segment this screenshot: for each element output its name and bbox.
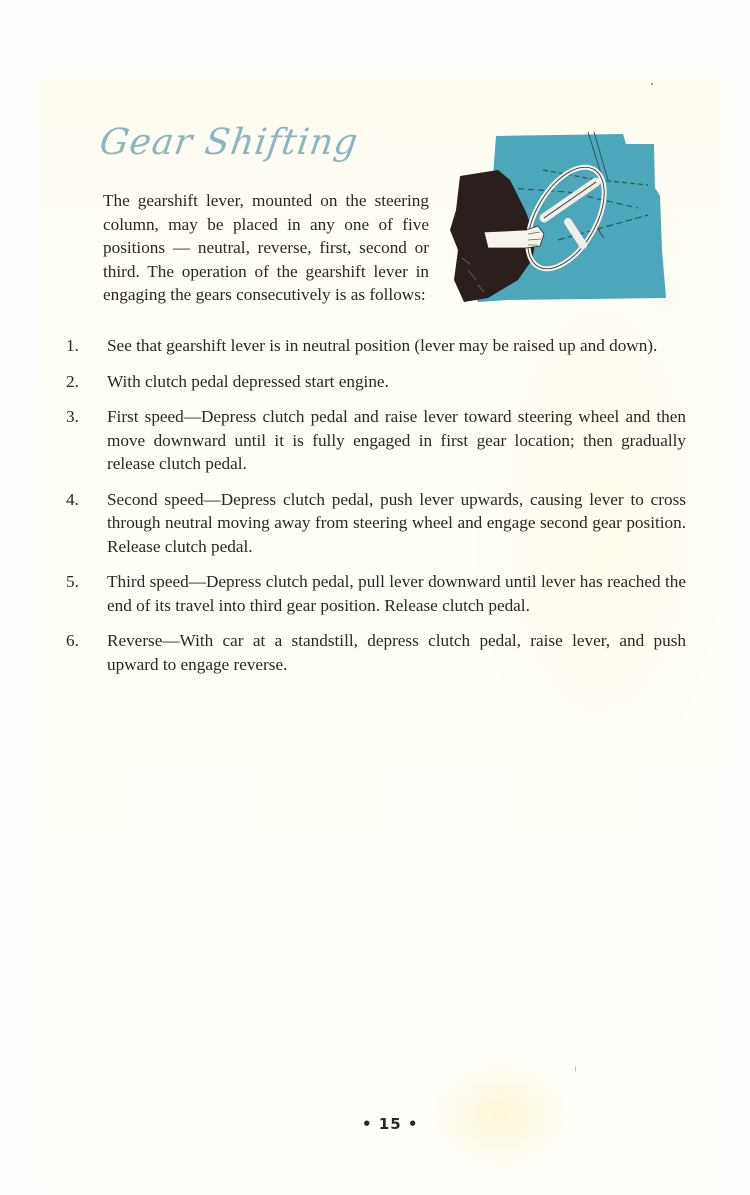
list-item [66, 405, 686, 476]
list-item [66, 570, 686, 617]
step-number: 1. [66, 336, 79, 355]
step-text: Reverse—With car at a standstill, depress clutch pedal, raise lever, and push upward to engage reverse. [107, 631, 686, 674]
list-item [66, 370, 686, 394]
step-text: First speed—Depress clutch pedal and raise lever toward steering wheel and then move downward until it is fully engaged in first gear location; then gradually release clutch pedal. [107, 407, 686, 473]
step-text: With clutch pedal depressed start engine. [107, 371, 389, 391]
paper-speck [575, 1066, 576, 1072]
page-number: • 15 • [362, 1115, 419, 1133]
step-number: 4. [66, 489, 79, 509]
list-item [66, 334, 686, 358]
steering-wheel-hand-icon [448, 130, 670, 310]
gearshift-illustration [448, 130, 670, 310]
page-title: Gear Shifting [97, 122, 361, 164]
step-number: 6. [66, 631, 79, 650]
step-text: Third speed—Depress clutch pedal, pull lever downward until lever has reached the end of its travel into third gear position. Release clutch pedal. [107, 572, 686, 615]
list-item [66, 629, 686, 676]
paper-speck [651, 83, 653, 85]
step-number: 5. [66, 572, 79, 591]
step-text: See that gearshift lever is in neutral position (lever may be raised up and down). [107, 336, 658, 355]
step-number: 2. [66, 371, 79, 391]
intro-paragraph: The gearshift lever, mounted on the steering column, may be placed in any one of five positions — neutral, reverse, first, second or third. The operation of the gearshift lever in engaging the gears consecutively is as follows: [103, 191, 429, 305]
paper-stain [430, 1060, 570, 1170]
step-text: Second speed—Depress clutch pedal, push lever upwards, causing lever to cross through neutral moving away from steering wheel and engage second gear position. Release clutch pedal. [107, 489, 686, 556]
list-item [66, 488, 686, 559]
step-number: 3. [66, 407, 79, 426]
shifting-steps-list [66, 334, 686, 688]
